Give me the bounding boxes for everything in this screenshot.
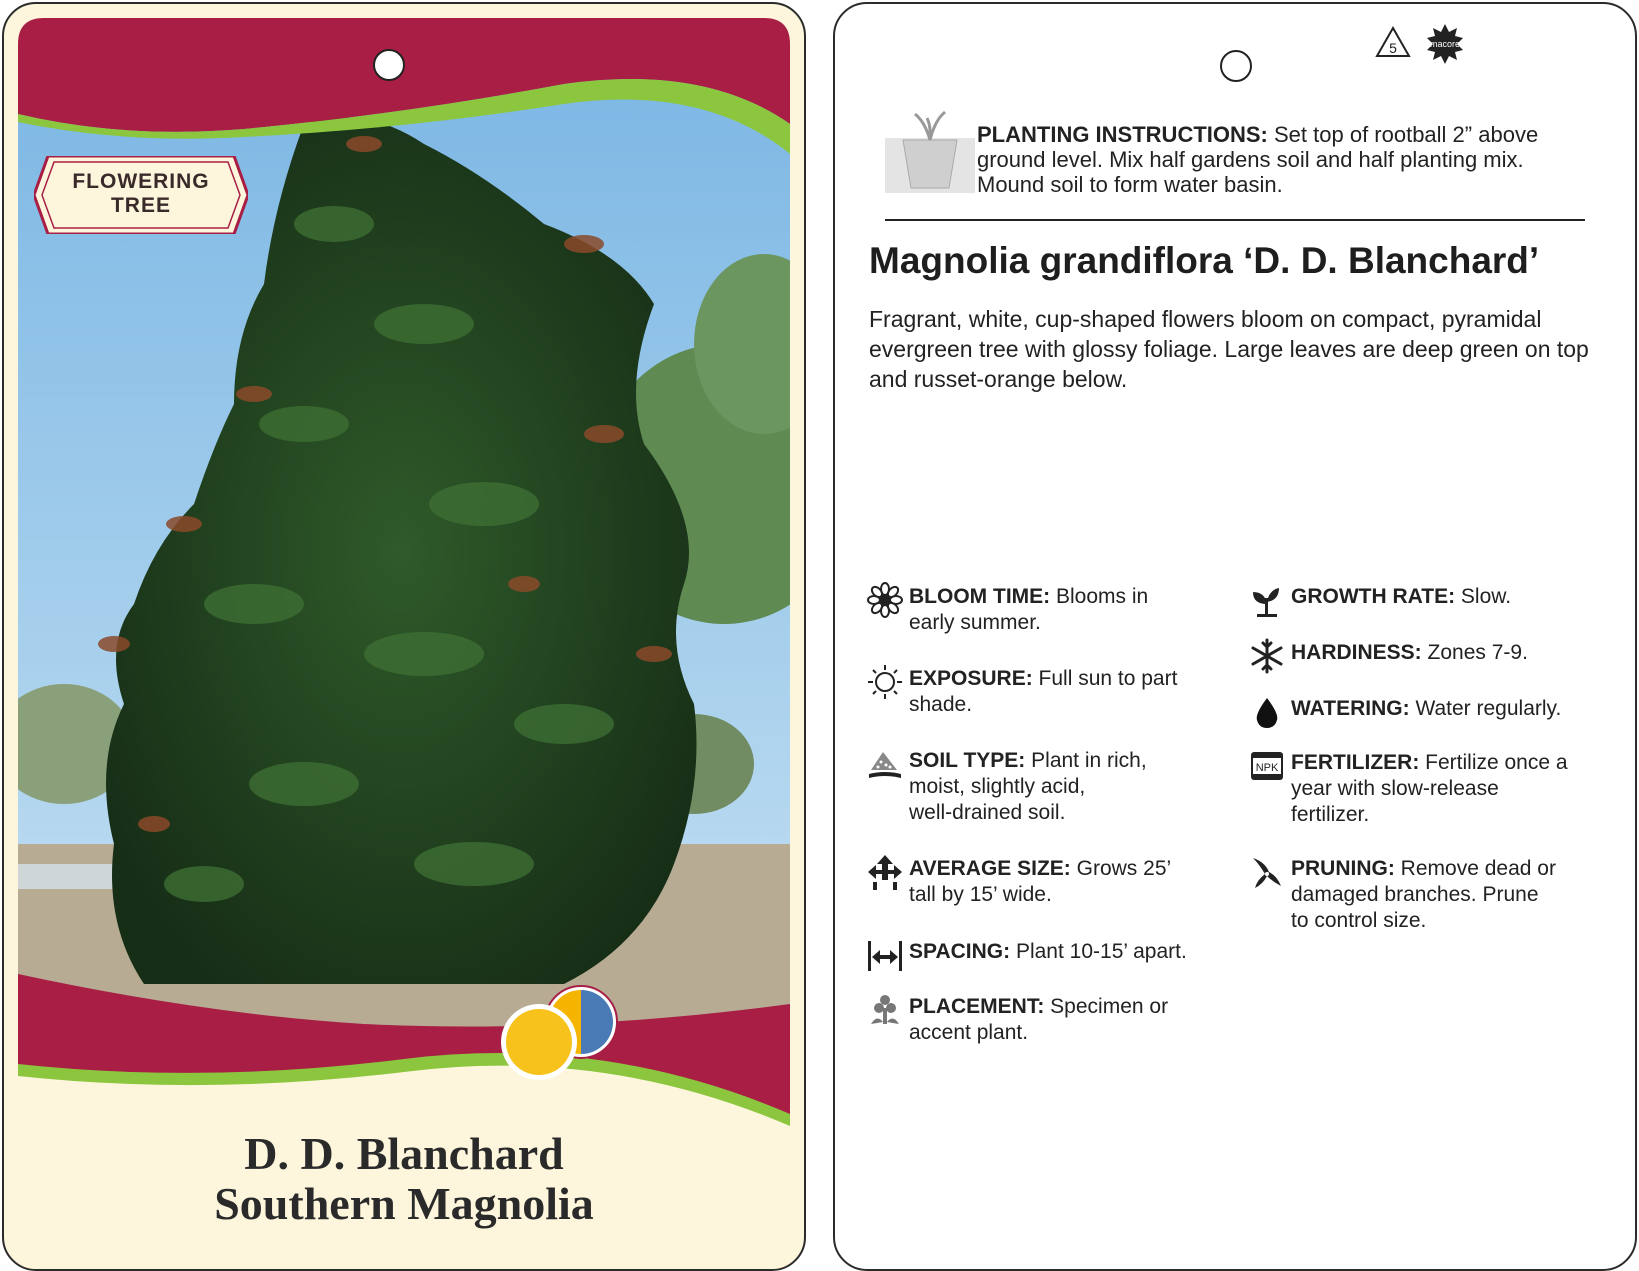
attr-value: tall by 15’ wide. [909, 883, 1052, 906]
attr-value: Grows 25’ [1070, 857, 1172, 880]
attr-label: WATERING: [1291, 697, 1410, 720]
full-sun-icon [501, 1004, 577, 1080]
hang-hole [1220, 50, 1252, 82]
category-badge [34, 156, 248, 234]
macore-logo-icon [1427, 24, 1463, 64]
badge-line-1: FLOWERING [72, 170, 210, 193]
attr-value: Specimen or [1044, 995, 1169, 1018]
attr-label: PRUNING: [1291, 857, 1395, 880]
attr-value: fertilizer. [1291, 803, 1370, 826]
pruners-icon [1249, 854, 1285, 890]
attr-label: GROWTH RATE: [1291, 585, 1456, 608]
botanical-name: Magnolia grandiflora ‘D. D. Blanchard’ [869, 240, 1540, 281]
sun-outline-icon [867, 664, 903, 700]
planting-text: Set top of rootball 2” above ground level. Mix half gardens soil and half planting mix. Mound soil to form water basin. [977, 122, 1539, 197]
spacing-icon [867, 937, 903, 973]
back-tag [833, 2, 1637, 1271]
attr-label: SPACING: [909, 940, 1011, 963]
attr-value: Fertilize once a [1419, 751, 1568, 774]
attr-value: moist, slightly acid, [909, 775, 1086, 798]
attr-value: to control size. [1291, 909, 1427, 932]
attr-spacing [909, 939, 1249, 965]
hang-hole [373, 49, 405, 81]
attr-value: early summer. [909, 611, 1041, 634]
attr-value: Blooms in [1050, 585, 1149, 608]
attr-exposure [909, 666, 1239, 718]
attr-value: year with slow-release [1291, 777, 1499, 800]
attr-value: Full sun to part [1032, 667, 1178, 690]
planting-instructions [977, 122, 1597, 197]
attr-label: PLACEMENT: [909, 995, 1045, 1018]
attr-value: shade. [909, 693, 973, 716]
attr-hardiness [1291, 640, 1621, 666]
water-drop-icon [1249, 694, 1285, 730]
flower-icon [867, 582, 903, 618]
attr-label: SOIL TYPE: [909, 749, 1026, 772]
attr-label: EXPOSURE: [909, 667, 1033, 690]
attr-value: Slow. [1455, 585, 1512, 608]
size-arrows-icon [867, 854, 903, 890]
attr-fertilizer [1255, 750, 1621, 828]
common-name-line-1: D. D. Blanchard [244, 1128, 564, 1179]
npk-label: NPK [1255, 762, 1279, 774]
attr-pruning [1291, 856, 1621, 934]
attr-growth-rate [1291, 584, 1621, 610]
attr-value: damaged branches. Prune [1291, 883, 1539, 906]
attr-value: Plant 10-15’ apart. [1010, 940, 1187, 963]
attr-bloom-time [909, 584, 1239, 636]
attr-soil-type [909, 748, 1239, 826]
attr-value: Water regularly. [1409, 697, 1562, 720]
snowflake-icon [1249, 638, 1285, 674]
sprout-icon [1249, 582, 1285, 618]
attr-label: HARDINESS: [1291, 641, 1422, 664]
attr-value: Remove dead or [1394, 857, 1556, 880]
attr-value: Zones 7-9. [1421, 641, 1528, 664]
divider [885, 219, 1585, 221]
common-name [4, 1129, 804, 1229]
common-name-line-2: Southern Magnolia [214, 1178, 594, 1229]
sun-exposure-icons [499, 984, 629, 1089]
brand-text: macore [1429, 39, 1461, 49]
recycle-code: 5 [1389, 40, 1397, 56]
attr-label: BLOOM TIME: [909, 585, 1051, 608]
front-tag [2, 2, 806, 1271]
attr-average-size [909, 856, 1239, 908]
attr-label: FERTILIZER: [1291, 751, 1420, 774]
npk-icon [1249, 748, 1285, 784]
attr-value: Plant in rich, [1025, 749, 1147, 772]
attr-watering [1291, 696, 1631, 722]
badge-line-2: TREE [110, 194, 171, 217]
attr-label: AVERAGE SIZE: [909, 857, 1071, 880]
attr-value: accent plant. [909, 1021, 1029, 1044]
soil-icon [867, 746, 903, 782]
attr-value: well-drained soil. [909, 801, 1066, 824]
plant-description: Fragrant, white, cup-shaped flowers bloom on compact, pyramidal evergreen tree with glossy foliage. Large leaves are deep green on top and russet-orange below. [869, 306, 1589, 392]
placement-icon [867, 992, 903, 1028]
recycle-logos [1375, 22, 1475, 73]
recycle-icon [1377, 28, 1409, 56]
planting-label: PLANTING INSTRUCTIONS: [977, 122, 1268, 147]
planting-pot-icon [885, 108, 975, 198]
attr-placement [909, 994, 1239, 1046]
